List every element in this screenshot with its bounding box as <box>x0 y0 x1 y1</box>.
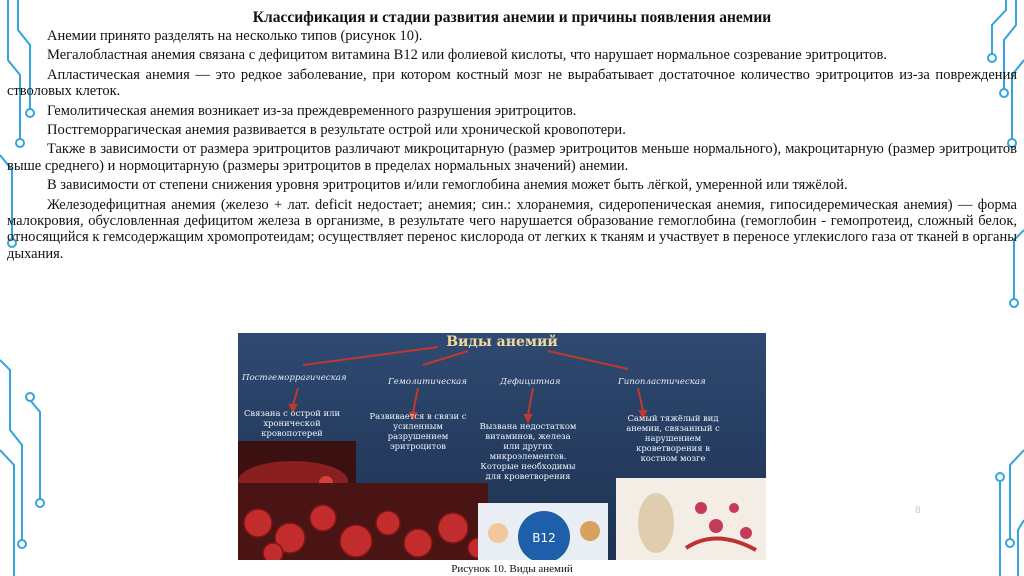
paragraph: Мегалобластная анемия связана с дефицитом витамина В12 или фолиевой кислоты, что нарушает нормальное созревание эритроцитов. <box>47 47 887 64</box>
red-blood-cells-image <box>238 483 488 560</box>
paragraph: Железодефицитная анемия (железо + лат. deficit недостает; анемия; син.: хлоранемия, сидеропеническая анемия, гипосидеремическая анемия) — форма малокровия, обусловленная дефицитом железа в организме, в результате чего нарушается образование гемоглобина (гемоглобин - гемопротеид, сложный белок, относящийся к гемсодержащим хромопротеидам; осуществляет перенос кислорода от легких к тканям и участвует в переносе углекислого газа от тканей в органы дыхания. <box>7 196 1017 262</box>
paragraph: В зависимости от степени снижения уровня эритроцитов и/или гемоглобина анемия может быть лёгкой, умеренной или тяжёлой. <box>47 177 848 194</box>
paragraph: Также в зависимости от размера эритроцитов различают микроцитарную (размер эритроцитов меньше нормального), макроцитарную (размер эритроцитов выше среднего) и нормоцитарную (размеры эритроцитов в пределах нормальных значений) анемии. <box>7 141 1017 174</box>
type-heading: Постгеморрагическая <box>242 373 347 383</box>
figure-caption: Рисунок 10. Виды анемий <box>451 563 573 575</box>
paragraph: Гемолитическая анемия возникает из-за преждевременного разрушения эритроцитов. <box>47 102 577 119</box>
type-description: Вызвана недостатком витаминов, железа или других микроэлементов. Которые необходимы для кроветворения <box>479 421 577 481</box>
type-description: Развивается в связи с усиленным разрушением эритроцитов <box>369 411 467 451</box>
vitamin-b12-image <box>478 503 608 560</box>
slide-number: 8 <box>915 505 921 516</box>
anemia-types-figure <box>238 333 766 560</box>
figure-title: Виды анемий <box>446 334 558 350</box>
bone-marrow-image <box>616 478 766 560</box>
b12-label: B12 <box>532 531 556 545</box>
type-heading: Гипопластическая <box>618 377 706 387</box>
paragraph: Апластическая анемия — это редкое заболевание, при котором костный мозг не вырабатывает достаточное количество эритроцитов из-за повреждения стволовых клеток. <box>7 66 1017 100</box>
type-description: Самый тяжёлый вид анемии, связанный с нарушением кроветворения в костном мозге <box>626 413 720 463</box>
type-heading: Дефицитная <box>500 377 561 387</box>
paragraph: Постгеморрагическая анемия развивается в результате острой или хронической кровопотери. <box>47 122 626 139</box>
body-text <box>7 28 1017 265</box>
type-description: Связана с острой или хронической кровопотерей <box>243 408 341 438</box>
type-heading: Гемолитическая <box>388 377 467 387</box>
paragraph: Анемии принято разделять на несколько типов (рисунок 10). <box>47 28 423 44</box>
page-title: Классификация и стадии развития анемии и причины появления анемии <box>252 9 772 26</box>
